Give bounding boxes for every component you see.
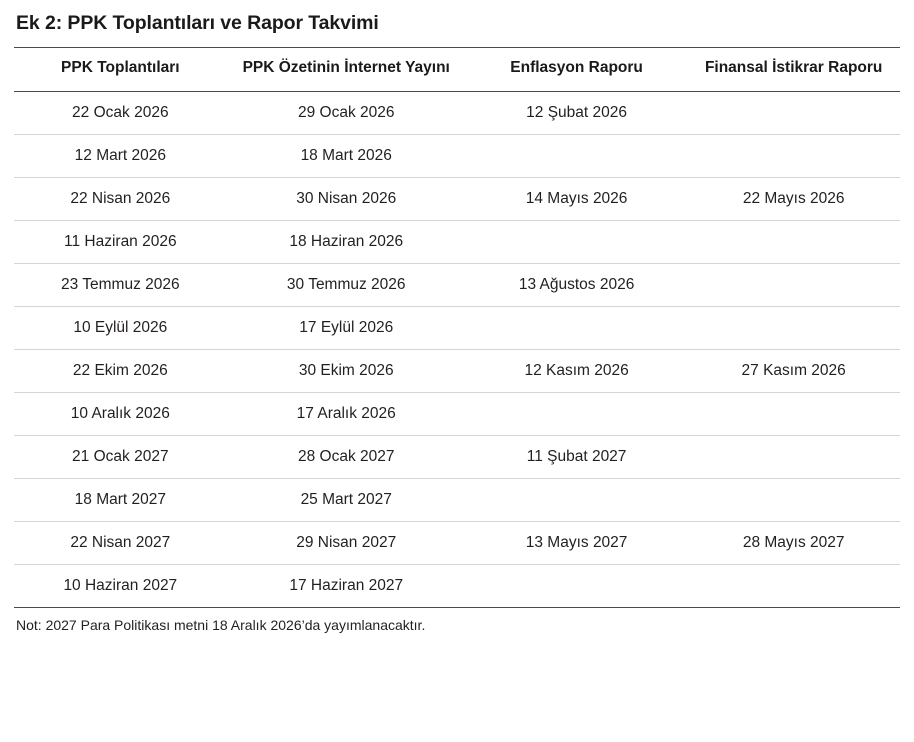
table-row [14, 220, 900, 263]
cell-inflation-report: 12 Şubat 2026 [466, 91, 688, 134]
table-header-row [14, 48, 900, 92]
cell-inflation-report: 14 Mayıs 2026 [466, 177, 688, 220]
cell-ppk-meeting: 10 Haziran 2027 [14, 564, 227, 607]
cell-ppk-meeting: 23 Temmuz 2026 [14, 263, 227, 306]
cell-ppk-summary: 30 Temmuz 2026 [227, 263, 466, 306]
cell-financial-stability-report [687, 306, 900, 349]
cell-ppk-summary: 30 Ekim 2026 [227, 349, 466, 392]
cell-ppk-summary: 17 Haziran 2027 [227, 564, 466, 607]
column-header-ppk-meetings: PPK Toplantıları [61, 59, 180, 76]
cell-ppk-meeting: 22 Ekim 2026 [14, 349, 227, 392]
table-header [14, 48, 900, 92]
cell-financial-stability-report: 28 Mayıs 2027 [687, 521, 900, 564]
cell-financial-stability-report [687, 392, 900, 435]
cell-ppk-summary: 17 Aralık 2026 [227, 392, 466, 435]
table-row [14, 134, 900, 177]
cell-inflation-report: 13 Ağustos 2026 [466, 263, 688, 306]
cell-inflation-report [466, 134, 688, 177]
cell-inflation-report [466, 392, 688, 435]
table-row [14, 91, 900, 134]
cell-inflation-report [466, 306, 688, 349]
cell-financial-stability-report [687, 435, 900, 478]
cell-financial-stability-report: 27 Kasım 2026 [687, 349, 900, 392]
table-row [14, 392, 900, 435]
cell-inflation-report [466, 564, 688, 607]
cell-inflation-report: 11 Şubat 2027 [466, 435, 688, 478]
cell-financial-stability-report [687, 263, 900, 306]
table-body [14, 91, 900, 607]
table-row [14, 177, 900, 220]
column-header-ppk-summary: PPK Özetinin İnternet Yayını [242, 59, 450, 76]
cell-ppk-meeting: 12 Mart 2026 [14, 134, 227, 177]
cell-ppk-summary: 29 Ocak 2026 [227, 91, 466, 134]
table-row [14, 435, 900, 478]
cell-inflation-report: 13 Mayıs 2027 [466, 521, 688, 564]
cell-ppk-meeting: 11 Haziran 2026 [14, 220, 227, 263]
cell-financial-stability-report [687, 564, 900, 607]
cell-ppk-meeting: 22 Nisan 2027 [14, 521, 227, 564]
cell-ppk-summary: 25 Mart 2027 [227, 478, 466, 521]
cell-ppk-meeting: 21 Ocak 2027 [14, 435, 227, 478]
cell-ppk-summary: 30 Nisan 2026 [227, 177, 466, 220]
cell-ppk-meeting: 18 Mart 2027 [14, 478, 227, 521]
cell-ppk-meeting: 22 Ocak 2026 [14, 91, 227, 134]
table-footnote: Not: 2027 Para Politikası metni 18 Aralık 2026’da yayımlanacaktır. [16, 616, 426, 633]
cell-ppk-summary: 17 Eylül 2026 [227, 306, 466, 349]
table-row [14, 306, 900, 349]
cell-ppk-summary: 18 Mart 2026 [227, 134, 466, 177]
column-header-inflation-report: Enflasyon Raporu [510, 59, 643, 76]
cell-ppk-meeting: 10 Aralık 2026 [14, 392, 227, 435]
cell-inflation-report [466, 220, 688, 263]
cell-inflation-report: 12 Kasım 2026 [466, 349, 688, 392]
cell-financial-stability-report [687, 134, 900, 177]
cell-financial-stability-report [687, 478, 900, 521]
table-row [14, 263, 900, 306]
page-title: Ek 2: PPK Toplantıları ve Rapor Takvimi [16, 12, 379, 34]
cell-financial-stability-report [687, 91, 900, 134]
cell-ppk-summary: 29 Nisan 2027 [227, 521, 466, 564]
table-row [14, 349, 900, 392]
table-row [14, 564, 900, 607]
cell-ppk-meeting: 10 Eylül 2026 [14, 306, 227, 349]
column-header-financial-stability-report: Finansal İstikrar Raporu [704, 59, 883, 76]
cell-financial-stability-report: 22 Mayıs 2026 [687, 177, 900, 220]
meetings-schedule-table [14, 47, 900, 608]
cell-ppk-summary: 18 Haziran 2026 [227, 220, 466, 263]
cell-ppk-meeting: 22 Nisan 2026 [14, 177, 227, 220]
cell-inflation-report [466, 478, 688, 521]
table-row [14, 521, 900, 564]
table-row [14, 478, 900, 521]
cell-financial-stability-report [687, 220, 900, 263]
cell-ppk-summary: 28 Ocak 2027 [227, 435, 466, 478]
